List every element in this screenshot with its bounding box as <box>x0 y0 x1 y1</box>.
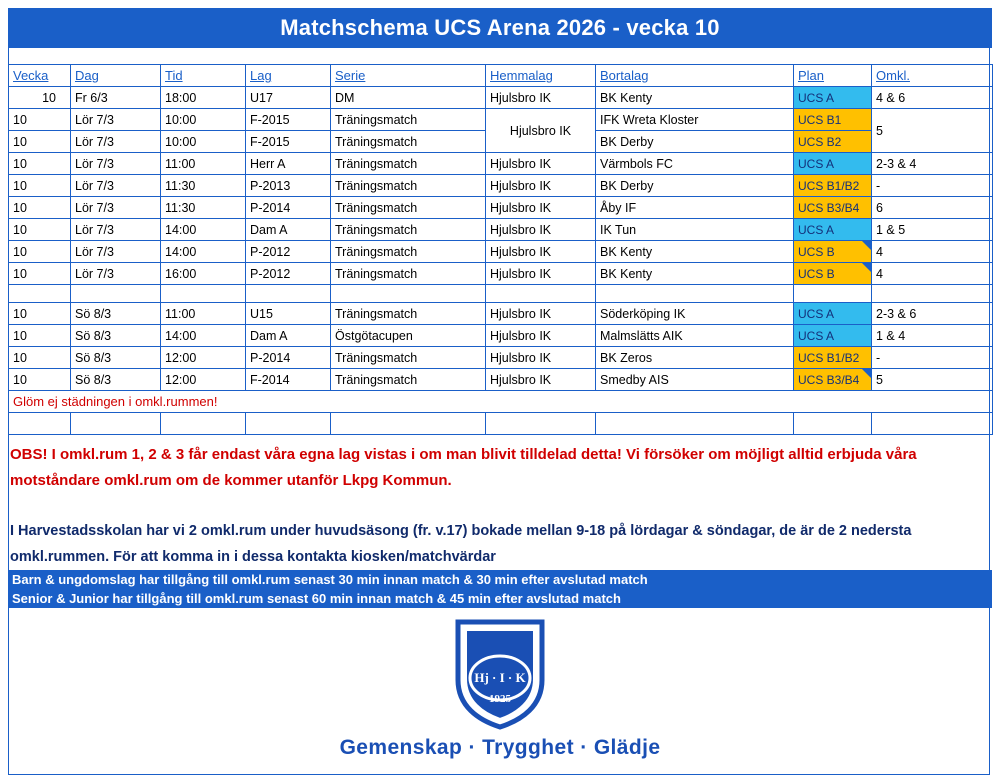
cell-plan: UCS B <box>794 263 872 285</box>
cell-omkl: 4 & 6 <box>872 87 993 109</box>
cell-vecka: 10 <box>9 263 71 285</box>
page-title: Matchschema UCS Arena 2026 - vecka 10 <box>8 8 992 48</box>
cell-lag: U15 <box>246 303 331 325</box>
cell-dag: Sö 8/3 <box>71 325 161 347</box>
column-header-bortalag: Bortalag <box>596 65 794 87</box>
cell-bortalag: BK Zeros <box>596 347 794 369</box>
cell-lag: P-2013 <box>246 175 331 197</box>
cell-dag: Sö 8/3 <box>71 369 161 391</box>
table-row <box>9 369 993 391</box>
club-slogan: Gemenskap · Trygghet · Glädje <box>339 736 661 759</box>
cell-bortalag: Söderköping IK <box>596 303 794 325</box>
spacer-cell <box>794 285 872 303</box>
cell-hemmalag: Hjulsbro IK <box>486 153 596 175</box>
cell-plan: UCS B1/B2 <box>794 175 872 197</box>
cell-serie: Träningsmatch <box>331 197 486 219</box>
cell-hemmalag: Hjulsbro IK <box>486 325 596 347</box>
cell-serie: Östgötacupen <box>331 325 486 347</box>
cell-tid: 11:30 <box>161 197 246 219</box>
cell-plan: UCS B2 <box>794 131 872 153</box>
table-header-row <box>9 65 993 87</box>
cell-hemmalag: Hjulsbro IK <box>486 219 596 241</box>
spacer-cell <box>486 285 596 303</box>
club-crest-icon <box>452 618 548 730</box>
club-logo-area <box>0 618 1000 783</box>
table-row <box>9 87 993 109</box>
cell-serie: Träningsmatch <box>331 303 486 325</box>
schedule-table <box>8 64 993 435</box>
cell-serie: DM <box>331 87 486 109</box>
cell-tid: 14:00 <box>161 219 246 241</box>
cell-tid: 18:00 <box>161 87 246 109</box>
cell-tid: 14:00 <box>161 241 246 263</box>
column-header-vecka: Vecka <box>9 65 71 87</box>
table-row <box>9 241 993 263</box>
cell-dag: Lör 7/3 <box>71 153 161 175</box>
cell-lag: F-2015 <box>246 109 331 131</box>
cell-dag: Lör 7/3 <box>71 175 161 197</box>
cell-bortalag: Smedby AIS <box>596 369 794 391</box>
cell-plan: UCS B1/B2 <box>794 347 872 369</box>
cell-lag: U17 <box>246 87 331 109</box>
cell-hemmalag: Hjulsbro IK <box>486 241 596 263</box>
cell-lag: F-2015 <box>246 131 331 153</box>
cell-tid: 11:00 <box>161 153 246 175</box>
cell-bortalag: Åby IF <box>596 197 794 219</box>
cell-omkl: 1 & 5 <box>872 219 993 241</box>
blank-cell <box>161 413 246 435</box>
table-row <box>9 197 993 219</box>
cell-serie: Träningsmatch <box>331 153 486 175</box>
cell-omkl: 5 <box>872 369 993 391</box>
cell-lag: F-2014 <box>246 369 331 391</box>
cell-hemmalag: Hjulsbro IK <box>486 347 596 369</box>
cell-dag: Sö 8/3 <box>71 347 161 369</box>
cell-vecka: 10 <box>9 175 71 197</box>
cell-omkl: - <box>872 347 993 369</box>
table-row <box>9 153 993 175</box>
cell-serie: Träningsmatch <box>331 219 486 241</box>
cell-lag: P-2014 <box>246 347 331 369</box>
cell-vecka: 10 <box>9 131 71 153</box>
cell-omkl: 2-3 & 6 <box>872 303 993 325</box>
cell-tid: 12:00 <box>161 347 246 369</box>
cell-serie: Träningsmatch <box>331 369 486 391</box>
column-header-lag: Lag <box>246 65 331 87</box>
cell-lag: P-2014 <box>246 197 331 219</box>
cell-plan: UCS B3/B4 <box>794 369 872 391</box>
cell-vecka: 10 <box>9 303 71 325</box>
cell-serie: Träningsmatch <box>331 263 486 285</box>
cell-omkl: 6 <box>872 197 993 219</box>
spacer-cell <box>596 285 794 303</box>
cell-plan: UCS A <box>794 87 872 109</box>
cell-tid: 11:30 <box>161 175 246 197</box>
cell-omkl: 1 & 4 <box>872 325 993 347</box>
table-row <box>9 219 993 241</box>
cell-plan: UCS A <box>794 303 872 325</box>
cell-hemmalag: Hjulsbro IK <box>486 109 596 153</box>
cell-dag: Lör 7/3 <box>71 219 161 241</box>
column-header-omkl: Omkl. <box>872 65 993 87</box>
cell-serie: Träningsmatch <box>331 131 486 153</box>
spacer-cell <box>331 285 486 303</box>
banner-senior-access: Senior & Junior har tillgång till omkl.rum senast 60 min innan match & 45 min efter avslutad match <box>8 589 992 608</box>
cell-vecka: 10 <box>9 219 71 241</box>
cell-bortalag: BK Derby <box>596 131 794 153</box>
blank-cell <box>872 413 993 435</box>
cell-bortalag: Malmslätts AIK <box>596 325 794 347</box>
cell-serie: Träningsmatch <box>331 241 486 263</box>
cell-hemmalag: Hjulsbro IK <box>486 87 596 109</box>
cell-serie: Träningsmatch <box>331 347 486 369</box>
cell-hemmalag: Hjulsbro IK <box>486 175 596 197</box>
cell-vecka: 10 <box>9 369 71 391</box>
table-row <box>9 175 993 197</box>
cell-tid: 10:00 <box>161 131 246 153</box>
cell-plan: UCS B1 <box>794 109 872 131</box>
cell-plan: UCS B <box>794 241 872 263</box>
cell-vecka: 10 <box>9 241 71 263</box>
blank-cell <box>246 413 331 435</box>
cell-lag: P-2012 <box>246 263 331 285</box>
cell-tid: 12:00 <box>161 369 246 391</box>
cell-dag: Lör 7/3 <box>71 131 161 153</box>
harvestad-notice: I Harvestadsskolan har vi 2 omkl.rum under huvudsäsong (fr. v.17) bokade mellan 9-18 på lördagar & söndagar, de är de 2 nedersta omkl.rummen. För att komma in i dessa kontakta kiosken/matchvärdar <box>10 523 912 565</box>
blank-cell <box>331 413 486 435</box>
column-header-dag: Dag <box>71 65 161 87</box>
table-row <box>9 109 993 131</box>
cell-bortalag: BK Kenty <box>596 87 794 109</box>
spacer-cell <box>872 285 993 303</box>
cell-plan: UCS A <box>794 153 872 175</box>
spacer-cell <box>9 285 71 303</box>
svg-text:1925: 1925 <box>489 693 511 705</box>
cell-omkl: 4 <box>872 241 993 263</box>
cleaning-note: Glöm ej städningen i omkl.rummen! <box>9 391 993 413</box>
cleaning-note-row <box>9 391 993 413</box>
cell-omkl: - <box>872 175 993 197</box>
table-row <box>9 347 993 369</box>
cell-hemmalag: Hjulsbro IK <box>486 197 596 219</box>
cell-omkl: 5 <box>872 109 993 153</box>
cell-hemmalag: Hjulsbro IK <box>486 303 596 325</box>
cell-dag: Lör 7/3 <box>71 263 161 285</box>
cell-bortalag: BK Kenty <box>596 263 794 285</box>
cell-omkl: 2-3 & 4 <box>872 153 993 175</box>
cell-lag: P-2012 <box>246 241 331 263</box>
blank-cell <box>486 413 596 435</box>
banner-youth-access: Barn & ungdomslag har tillgång till omkl.rum senast 30 min innan match & 30 min efter avslutad match <box>8 570 992 589</box>
cell-hemmalag: Hjulsbro IK <box>486 263 596 285</box>
cell-serie: Träningsmatch <box>331 109 486 131</box>
cell-lag: Dam A <box>246 325 331 347</box>
blank-cell <box>9 413 71 435</box>
cell-vecka: 10 <box>9 109 71 131</box>
cell-plan: UCS B3/B4 <box>794 197 872 219</box>
cell-plan: UCS A <box>794 219 872 241</box>
spacer-cell <box>246 285 331 303</box>
spacer-cell <box>161 285 246 303</box>
cell-vecka: 10 <box>9 347 71 369</box>
cell-bortalag: BK Kenty <box>596 241 794 263</box>
cell-tid: 11:00 <box>161 303 246 325</box>
cell-dag: Sö 8/3 <box>71 303 161 325</box>
spacer-cell <box>71 285 161 303</box>
cell-lag: Herr A <box>246 153 331 175</box>
schedule-table-footer <box>9 391 993 435</box>
cell-vecka: 10 <box>9 153 71 175</box>
cell-bortalag: Värmbols FC <box>596 153 794 175</box>
blank-cell <box>71 413 161 435</box>
cell-omkl: 4 <box>872 263 993 285</box>
cell-bortalag: IK Tun <box>596 219 794 241</box>
blank-row <box>9 413 993 435</box>
cell-plan: UCS A <box>794 325 872 347</box>
obs-notice: OBS! I omkl.rum 1, 2 & 3 får endast våra egna lag vistas i om man blivit tilldelad detta! Vi försöker om möjligt alltid erbjuda våra motståndare omkl.rum om de kommer utanför Lkpg Kommun. <box>10 446 917 489</box>
schedule-table-body <box>9 87 993 391</box>
blank-cell <box>794 413 872 435</box>
cell-vecka: 10 <box>9 197 71 219</box>
cell-dag: Lör 7/3 <box>71 109 161 131</box>
cell-bortalag: BK Derby <box>596 175 794 197</box>
cell-dag: Lör 7/3 <box>71 197 161 219</box>
table-row <box>9 325 993 347</box>
table-row <box>9 263 993 285</box>
cell-vecka: 10 <box>9 325 71 347</box>
cell-tid: 10:00 <box>161 109 246 131</box>
cell-hemmalag: Hjulsbro IK <box>486 369 596 391</box>
blank-cell <box>596 413 794 435</box>
cell-lag: Dam A <box>246 219 331 241</box>
schedule-table-wrap <box>8 64 992 435</box>
column-header-hemmalag: Hemmalag <box>486 65 596 87</box>
cell-tid: 16:00 <box>161 263 246 285</box>
cell-bortalag: IFK Wreta Kloster <box>596 109 794 131</box>
column-header-plan: Plan <box>794 65 872 87</box>
cell-serie: Träningsmatch <box>331 175 486 197</box>
spacer-row <box>9 285 993 303</box>
cell-vecka: 10 <box>9 87 71 109</box>
cell-dag: Fr 6/3 <box>71 87 161 109</box>
cell-dag: Lör 7/3 <box>71 241 161 263</box>
cell-tid: 14:00 <box>161 325 246 347</box>
column-header-tid: Tid <box>161 65 246 87</box>
table-row <box>9 303 993 325</box>
column-header-serie: Serie <box>331 65 486 87</box>
svg-text:Hj · I · K: Hj · I · K <box>474 670 526 685</box>
